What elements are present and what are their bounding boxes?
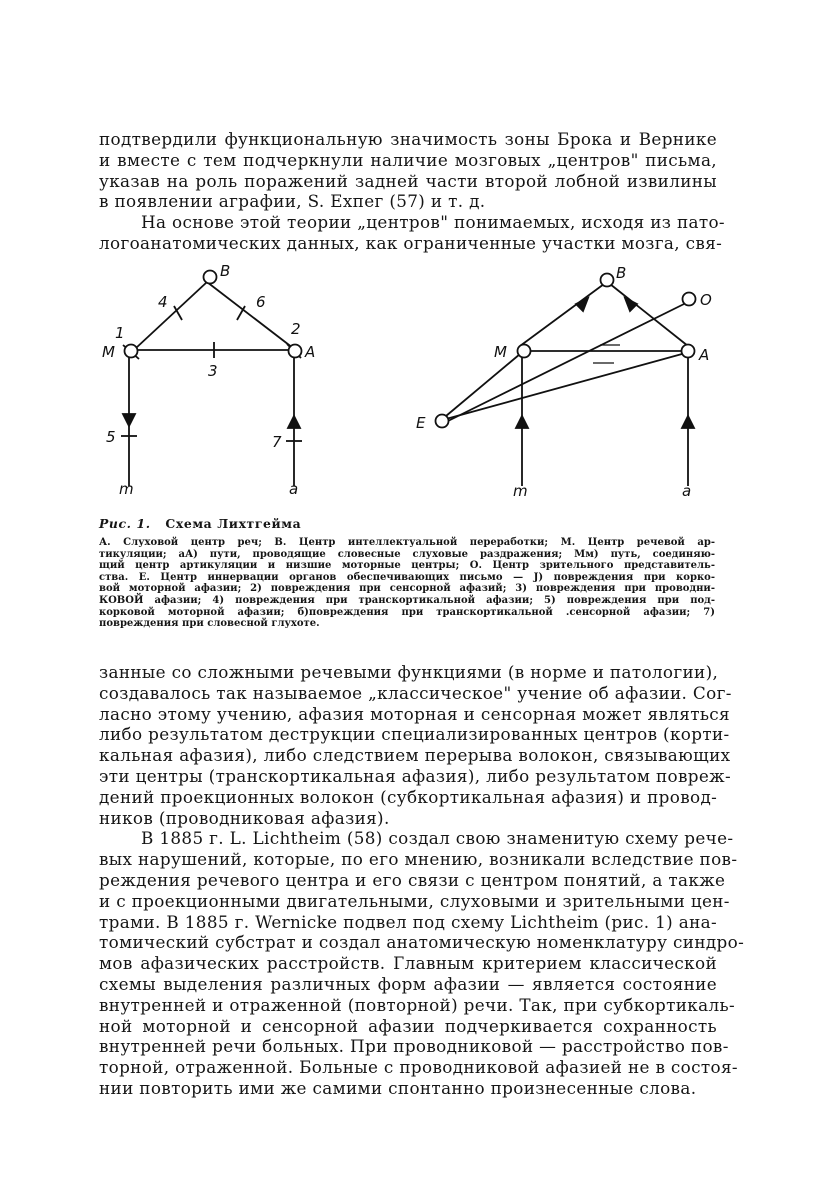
node-label-a: A	[699, 346, 710, 364]
text-line: внутренней речи больных. При проводниковой — расстройство пов-	[99, 1036, 729, 1057]
caption-line: корковой моторной афазии; б)повреждения при транскортикальной .сенсорной афазии; 7)	[99, 606, 715, 618]
text-line: либо результатом деструкции специализированных центров (корти-	[99, 724, 730, 745]
node-label-b: B	[220, 264, 231, 280]
text-line: логоанатомических данных, как ограниченные участки мозга, свя-	[99, 232, 723, 253]
node-o	[683, 293, 696, 306]
node-a	[289, 345, 302, 358]
figure-caption	[99, 516, 715, 630]
text-line: схемы выделения различных форм афазии — является состояние	[99, 973, 717, 994]
text-line: ласно этому учению, афазия моторная и сенсорная может являться	[99, 703, 730, 724]
text-line: томический субстрат и создал анатомическую номенклатуру синдро-	[99, 932, 745, 953]
lesion-label-5: 5	[106, 428, 116, 446]
text-line: подтвердили функциональную значимость зоны Брока и Вернике	[99, 129, 717, 149]
text-line: в появлении аграфии, S. Exпег (57) и т. д.	[99, 191, 486, 212]
lesion-label-2: 2	[291, 320, 301, 338]
text-line: мов афазических расстройств. Главным критерием классической	[99, 953, 717, 974]
end-label-a: a	[289, 480, 299, 498]
text-line: вых нарушений, которые, по его мнению, возникали вследствие пов-	[99, 849, 738, 870]
text-line: создавалось так называемое „классическое" учение об афазии. Сог-	[99, 682, 732, 703]
text-line: дений проекционных волокон (субкортикальная афазия) и провод-	[99, 786, 718, 807]
caption-line: А. Слуховой центр реч; В. Центр интеллектуальной переработки; М. Центр речевой ар-	[99, 537, 715, 548]
path-m-b	[520, 284, 604, 346]
text-line: трами. В 1885 г. Wernicke подвел под схему Lichtheim (рис. 1) ана-	[99, 911, 717, 932]
text-line: кальная афазия), либо следствием перерыва волокон, связывающих	[99, 745, 731, 766]
text-line: и с проекционными двигательными, слуховыми и зрительными цен-	[99, 890, 730, 911]
figure-title: Схема Лихтгейма	[165, 516, 302, 531]
node-label-m: M	[102, 343, 115, 361]
node-a	[682, 345, 695, 358]
text-line: торной, отраженной. Больные с проводниковой афазией не в состоя-	[99, 1057, 738, 1078]
end-label-m: m	[119, 480, 134, 498]
node-m	[125, 345, 138, 358]
text-line: ников (проводниковая афазия).	[99, 807, 390, 828]
right-diagram-labels	[416, 264, 712, 500]
node-b	[601, 274, 614, 287]
node-m	[518, 345, 531, 358]
text-line: В 1885 г. L. Lichtheim (58) создал свою знаменитую схему рече-	[141, 828, 734, 849]
end-label-m: m	[513, 482, 528, 500]
lesion-label-4: 4	[158, 293, 168, 311]
node-e	[436, 415, 449, 428]
caption-line: ства. Е. Центр иннервации органов обеспечивающих письмо — J) повреждения при корко-	[99, 571, 715, 583]
text-line: указав на роль поражений задней части второй лобной извилины	[99, 170, 717, 191]
lesion-label-3: 3	[208, 362, 218, 380]
lesion-label-7: 7	[272, 433, 282, 451]
text-line: На основе этой теории „центров" понимаемых, исходя из пато-	[141, 212, 725, 233]
caption-body	[99, 537, 715, 630]
caption-line: повреждения при словесной глухоте.	[99, 618, 320, 630]
path-m-e	[446, 354, 520, 416]
caption-line: щий центр артикуляции и низшие моторные центры; О. Центр зрительного представитель-	[99, 560, 715, 572]
end-label-a: a	[682, 482, 692, 500]
path-a-b	[610, 284, 688, 346]
arrow-up-a	[288, 416, 300, 428]
node-label-a: A	[305, 343, 316, 361]
text-line: реждения речевого центра и его связи с центром понятий, а также	[99, 869, 726, 890]
path-b-a	[207, 282, 293, 348]
text-line: эти центры (транскортикальная афазия), либо результатом повреж-	[99, 765, 731, 786]
paragraph-bottom	[99, 662, 745, 1099]
figure-number: Рис. 1.	[99, 516, 151, 531]
arrow-down-m	[123, 414, 135, 426]
caption-title	[99, 516, 715, 531]
lesion-label-1: 1	[115, 324, 125, 342]
text-line: ной моторной и сенсорной афазии подчеркивается сохранность	[99, 1015, 717, 1036]
node-b	[204, 271, 217, 284]
text-line: занные со сложными речевыми функциями (в норме и патологии),	[99, 662, 719, 682]
text-line: внутренней и отраженной (повторной) речи. Так, при субкортикаль-	[99, 994, 736, 1015]
left-diagram-labels	[102, 264, 315, 498]
path-b-m	[136, 282, 207, 348]
right-diagram	[436, 274, 696, 487]
caption-line: вой моторной афазии; 2) повреждения при сенсорной афазий; 3) повреждения при проводни-	[99, 583, 715, 595]
lichtheim-scheme-figure	[96, 264, 736, 510]
arrow-up-m	[516, 416, 528, 428]
lesion-label-6: 6	[256, 293, 266, 311]
caption-line: КОВОЙ афазии; 4) повреждения при транскортикальной афазии; 5) повреждения при под-	[99, 594, 715, 606]
node-label-m: M	[494, 343, 507, 361]
node-label-e: E	[416, 414, 426, 432]
node-label-b: B	[616, 264, 627, 282]
paragraph-top	[99, 129, 725, 254]
node-label-o: O	[700, 291, 712, 309]
text-line: нии повторить ими же самими спонтанно произнесенные слова.	[99, 1077, 697, 1098]
caption-line: тикуляции; аА) пути, проводящие словесные слуховые раздражения; Мм) путь, соединяю-	[99, 548, 715, 560]
arrow-up-a	[682, 416, 694, 428]
text-line: и вместе с тем подчеркнули наличие мозговых „центров" письма,	[99, 149, 717, 170]
